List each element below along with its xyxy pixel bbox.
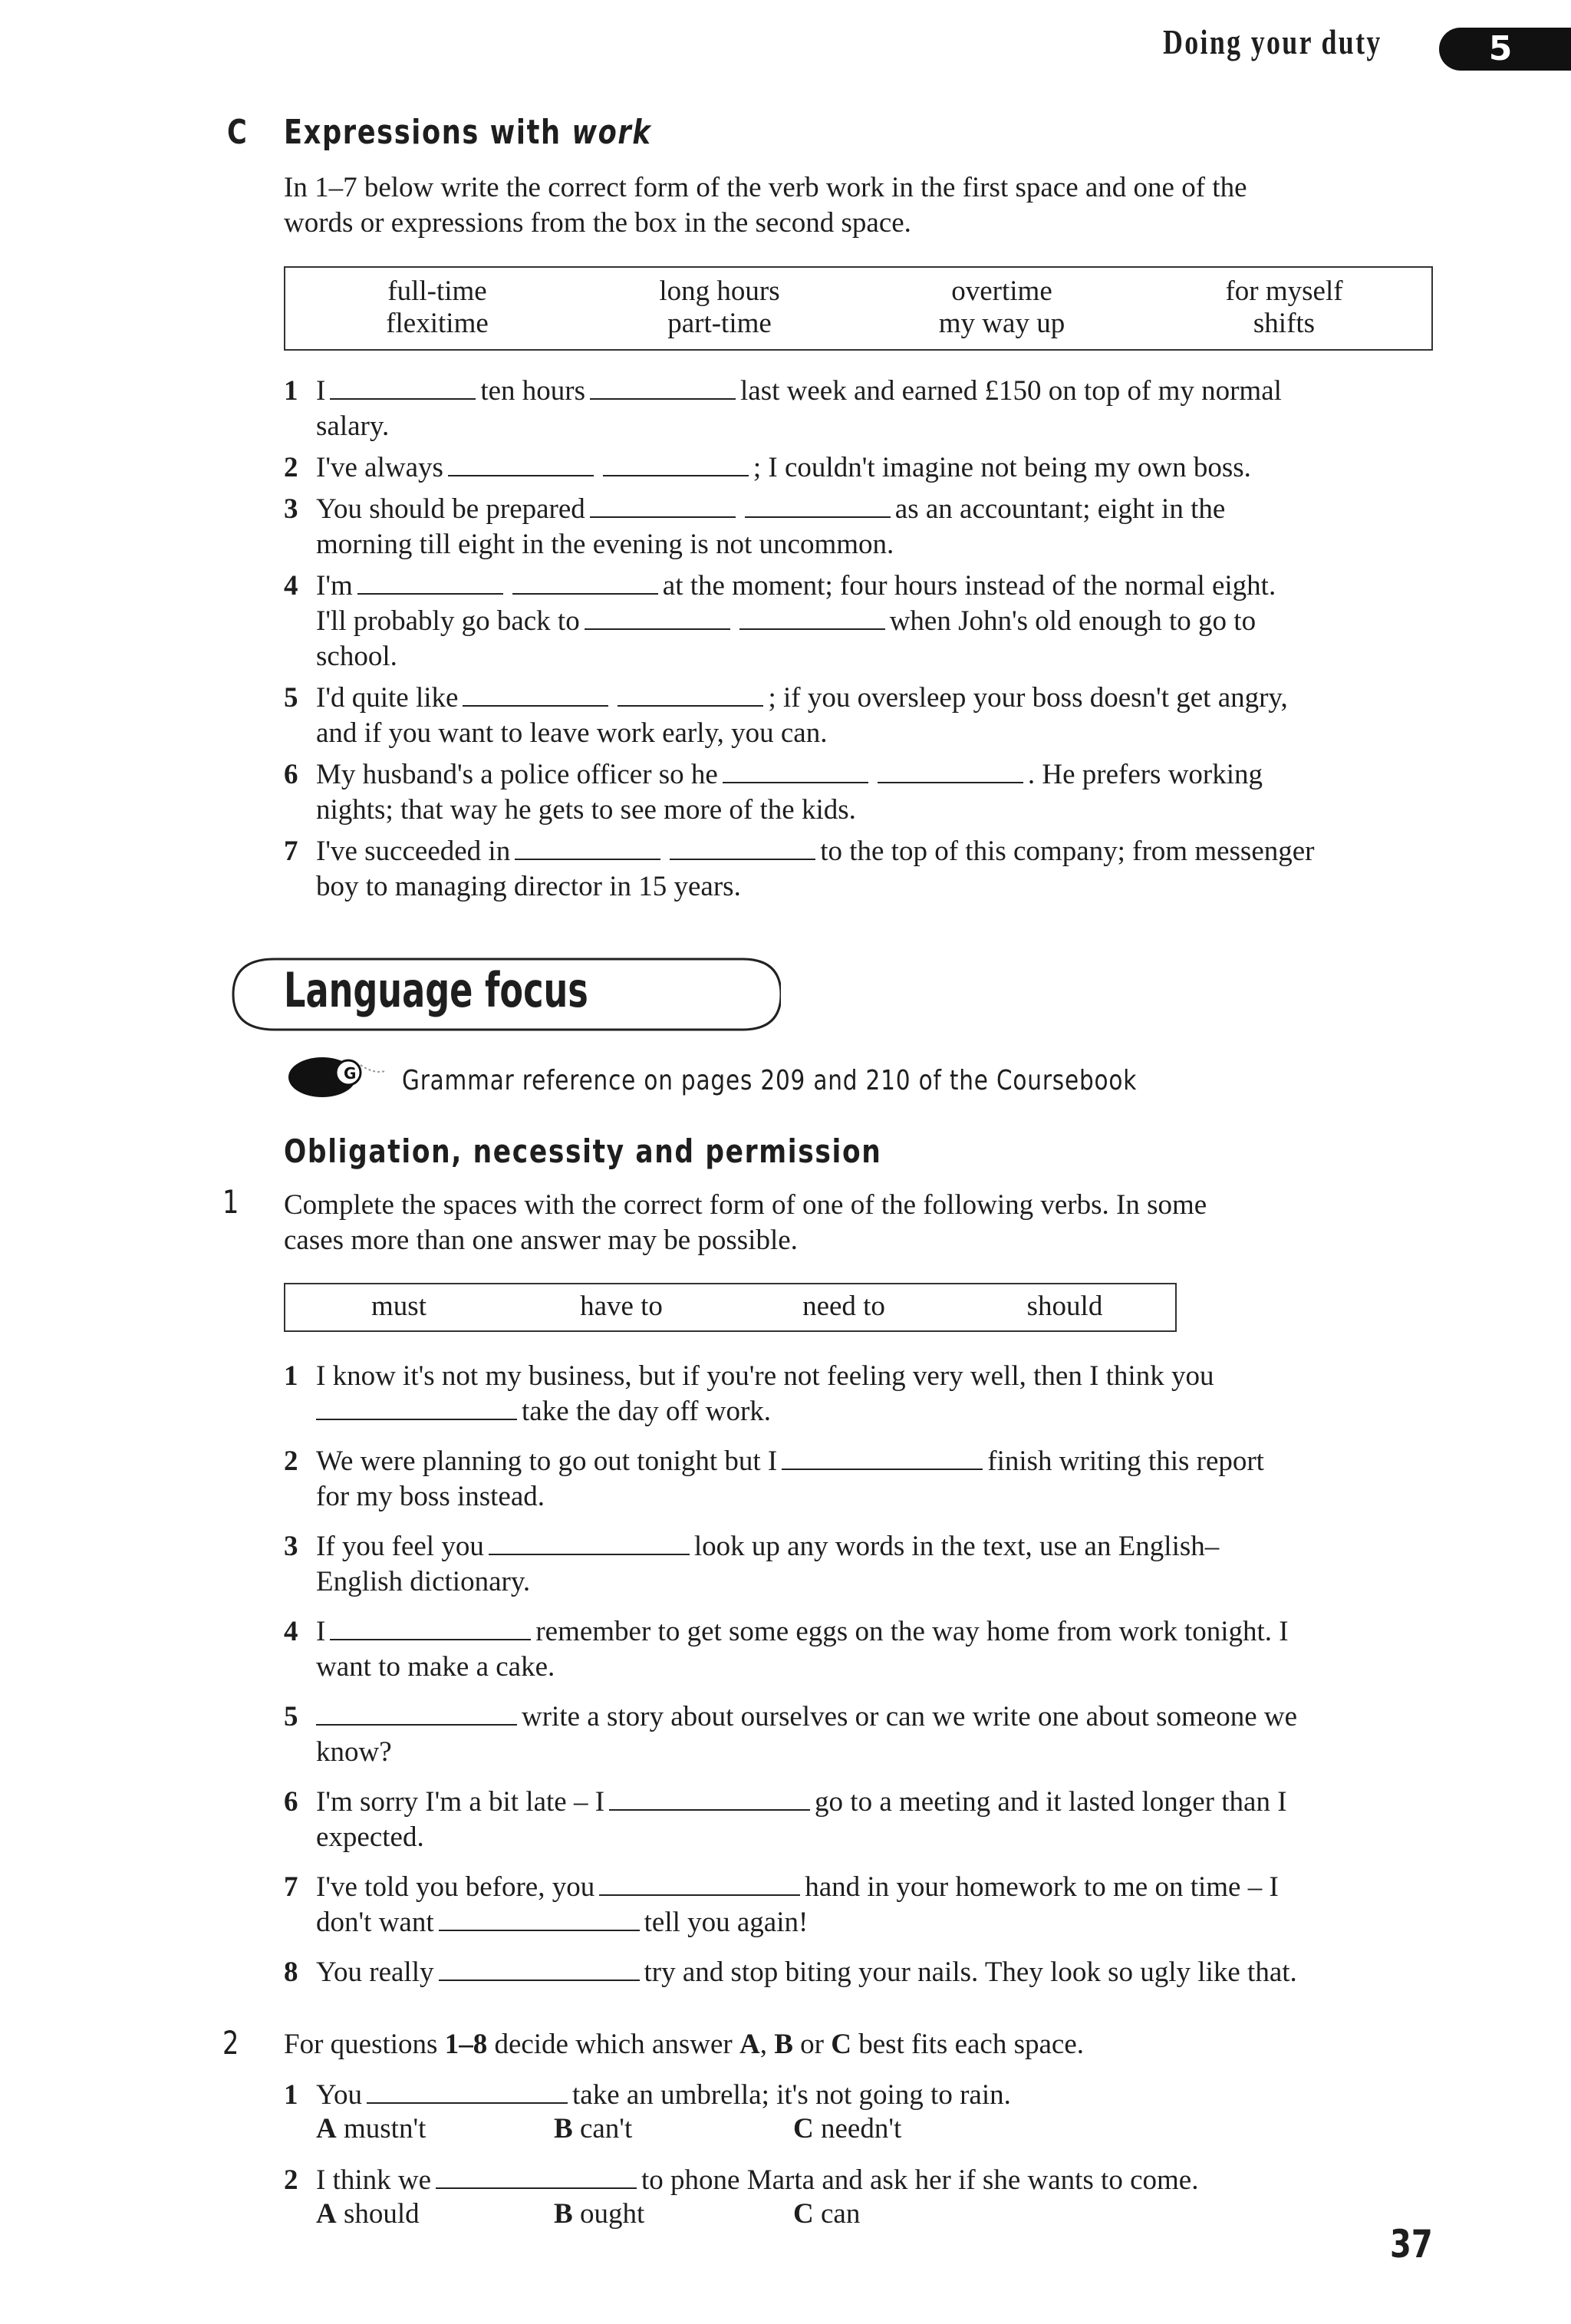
exercise-item — [284, 492, 1450, 562]
text-part: If you feel you — [316, 1531, 484, 1562]
exercise-item — [284, 681, 1450, 751]
text-part: 1–8 — [444, 2029, 488, 2060]
answer-blank[interactable] — [436, 2164, 637, 2189]
exercise-item — [284, 450, 1450, 486]
answer-blank[interactable] — [515, 836, 660, 860]
text-part: C — [831, 2029, 851, 2060]
word-box-item: flexitime — [386, 308, 489, 339]
answer-blank[interactable] — [739, 605, 885, 630]
text-part: You — [316, 2079, 363, 2111]
text-part: . He prefers working — [1027, 759, 1263, 790]
word-box-item: my way up — [938, 308, 1065, 339]
text-part: nights; that way he gets to see more of the kids. — [316, 794, 856, 826]
item-text — [316, 374, 1450, 444]
text-part: I've told you before, you — [316, 1871, 595, 1903]
section-title-prefix: Expressions with — [284, 113, 572, 152]
answer-blank[interactable] — [599, 1871, 800, 1896]
subsection-title: Obligation, necessity and permission — [284, 1132, 882, 1170]
item-number: 4 — [284, 1616, 298, 1647]
page-number: 37 — [1390, 2222, 1433, 2266]
answer-blank[interactable] — [670, 836, 815, 860]
text-part: best fits each space. — [851, 2029, 1085, 2060]
answer-blank[interactable] — [782, 1445, 983, 1470]
text-part: to phone Marta and ask her if she wants to come. — [641, 2164, 1199, 2196]
item-number: 7 — [284, 836, 298, 867]
option-c[interactable] — [793, 2111, 901, 2147]
text-part: I'll probably go back to — [316, 605, 580, 637]
option-letter: B — [554, 2113, 573, 2144]
exercise-item — [284, 1955, 1450, 1990]
text-part: write a story about ourselves or can we write one about someone we — [522, 1701, 1298, 1732]
option-b[interactable] — [554, 2197, 644, 2232]
option-text: needn't — [820, 2113, 902, 2144]
verb-box-item: need to — [802, 1291, 885, 1322]
answer-blank[interactable] — [489, 1531, 690, 1555]
text-part: as an accountant; eight in the — [894, 493, 1226, 525]
verb-box-item: must — [371, 1291, 427, 1322]
exercise-item — [284, 2078, 1450, 2113]
item-text — [316, 1955, 1450, 1990]
text-part: take an umbrella; it's not going to rain. — [572, 2079, 1011, 2111]
text-part: For questions — [284, 2029, 445, 2060]
option-b[interactable] — [554, 2111, 632, 2147]
item-text — [316, 1529, 1450, 1600]
item-number: 7 — [284, 1871, 298, 1903]
answer-blank[interactable] — [745, 493, 891, 518]
section-letter: C — [227, 113, 247, 152]
answer-blank[interactable] — [878, 759, 1023, 783]
item-text — [316, 757, 1450, 828]
chapter-number: 5 — [1488, 29, 1513, 68]
text-part: I — [316, 1616, 326, 1647]
text-part: don't want — [316, 1907, 434, 1938]
item-number: 4 — [284, 570, 298, 602]
answer-blank[interactable] — [463, 682, 608, 707]
answer-blank[interactable] — [609, 1786, 810, 1811]
text-part: B — [774, 2029, 793, 2060]
item-number: 5 — [284, 1701, 298, 1732]
text-part: We were planning to go out tonight but I — [316, 1445, 778, 1477]
verb-box-item: should — [1026, 1291, 1103, 1322]
word-box-item: long hours — [659, 275, 780, 307]
item-text — [316, 1699, 1450, 1770]
item-number: 2 — [284, 2164, 298, 2196]
text-part: You really — [316, 1956, 434, 1988]
item-text — [316, 681, 1450, 751]
exercise-item — [284, 1785, 1450, 1855]
answer-blank[interactable] — [723, 759, 868, 783]
text-part: take the day off work. — [522, 1396, 772, 1427]
answer-blank[interactable] — [448, 452, 594, 476]
text-part: hand in your homework to me on time – I — [805, 1871, 1279, 1903]
grammar-reference: Grammar reference on pages 209 and 210 of the Coursebook — [402, 1065, 1138, 1096]
answer-blank[interactable] — [590, 493, 736, 518]
answer-blank[interactable] — [618, 682, 763, 707]
answer-blank[interactable] — [357, 570, 503, 595]
exercise-item — [284, 1870, 1450, 1940]
word-box — [284, 266, 1433, 351]
item-number: 1 — [284, 1360, 298, 1392]
item-number: 1 — [284, 375, 298, 407]
item-text — [316, 1870, 1450, 1940]
option-text: mustn't — [343, 2113, 427, 2144]
item-text — [316, 1359, 1450, 1429]
exercise-number: 1 — [222, 1183, 239, 1221]
item-text — [316, 834, 1450, 905]
text-part: last week and earned £150 on top of my normal — [740, 375, 1282, 407]
text-part: at the moment; four hours instead of the normal eight. — [662, 570, 1276, 602]
exercise-item — [284, 834, 1450, 905]
svg-text:G: G — [344, 1064, 357, 1083]
text-part: try and stop biting your nails. They look so ugly like that. — [644, 1956, 1297, 1988]
item-text — [316, 1614, 1450, 1685]
answer-blank[interactable] — [316, 1396, 517, 1420]
answer-blank[interactable] — [603, 452, 749, 476]
text-part: for my boss instead. — [316, 1481, 545, 1512]
item-text — [316, 1785, 1450, 1855]
answer-blank[interactable] — [590, 375, 736, 400]
word-box-item: full-time — [387, 275, 487, 307]
answer-blank[interactable] — [316, 1701, 517, 1726]
exercise-item — [284, 1359, 1450, 1429]
text-part: decide which answer — [487, 2029, 739, 2060]
word-box-item: part-time — [667, 308, 772, 339]
item-number: 8 — [284, 1956, 298, 1988]
text-part: My husband's a police officer so he — [316, 759, 718, 790]
text-part: You should be prepared — [316, 493, 585, 525]
section-title-em: work — [571, 113, 652, 152]
option-letter: A — [316, 2198, 337, 2230]
chapter-title: Doing your duty — [1163, 22, 1382, 61]
text-part: tell you again! — [644, 1907, 809, 1938]
answer-blank[interactable] — [330, 1616, 531, 1640]
text-part: go to a meeting and it lasted longer than I — [815, 1786, 1287, 1818]
text-part: I'm — [316, 570, 353, 602]
item-text — [316, 569, 1450, 674]
verb-box-item: have to — [580, 1291, 663, 1322]
text-part: I know it's not my business, but if you're not feeling very well, then I think you — [316, 1360, 1214, 1392]
answer-blank[interactable] — [585, 605, 730, 630]
option-c[interactable] — [793, 2197, 860, 2232]
item-number: 1 — [284, 2079, 298, 2111]
item-number: 6 — [284, 759, 298, 790]
text-part: morning till eight in the evening is not uncommon. — [316, 529, 894, 560]
text-part: salary. — [316, 410, 390, 442]
exercise-item — [284, 569, 1450, 674]
text-part: I think we — [316, 2164, 432, 2196]
item-text — [316, 1444, 1450, 1515]
exercise-number: 2 — [222, 2024, 239, 2062]
item-text — [316, 2078, 1450, 2113]
text-part: to the top of this company; from messenger — [820, 836, 1315, 867]
text-part: , — [759, 2029, 775, 2060]
instruction-line: words or expressions from the box in the second space. — [284, 207, 911, 239]
text-part: look up any words in the text, use an English– — [693, 1531, 1220, 1562]
text-part: I'm sorry I'm a bit late – I — [316, 1786, 605, 1818]
text-part: remember to get some eggs on the way home from work tonight. I — [535, 1616, 1289, 1647]
item-number: 6 — [284, 1786, 298, 1818]
instruction-line: In 1–7 below write the correct form of the verb work in the first space and one of the — [284, 172, 1247, 203]
option-letter: A — [316, 2113, 337, 2144]
item-number: 2 — [284, 1445, 298, 1477]
answer-blank[interactable] — [439, 1956, 640, 1981]
exercise-2-instruction — [284, 2027, 1450, 2062]
option-letter: B — [554, 2198, 573, 2230]
answer-blank[interactable] — [330, 375, 476, 400]
text-part: know? — [316, 1736, 392, 1768]
text-part: ; if you oversleep your boss doesn't get angry, — [768, 682, 1288, 714]
exercise-item — [284, 1529, 1450, 1600]
verb-box — [284, 1283, 1177, 1332]
item-text — [316, 2163, 1450, 2198]
item-number: 2 — [284, 452, 298, 483]
text-part: want to make a cake. — [316, 1651, 555, 1683]
answer-blank[interactable] — [512, 570, 658, 595]
text-part: ten hours — [480, 375, 586, 407]
item-number: 3 — [284, 493, 298, 525]
item-text — [316, 450, 1450, 486]
option-text: can — [820, 2198, 861, 2230]
option-letter: C — [793, 2198, 814, 2230]
option-text: can't — [579, 2113, 633, 2144]
word-box-item: overtime — [951, 275, 1052, 307]
exercise-item — [284, 757, 1450, 828]
exercise-item — [284, 1699, 1450, 1770]
option-a[interactable] — [316, 2111, 426, 2147]
text-part: A — [739, 2029, 760, 2060]
text-part: I've always — [316, 452, 443, 483]
magnifier-icon — [285, 1051, 400, 1105]
item-number: 3 — [284, 1531, 298, 1562]
answer-blank[interactable] — [439, 1907, 640, 1931]
text-part: ; I couldn't imagine not being my own boss. — [753, 452, 1251, 483]
text-part: I — [316, 375, 326, 407]
text-part: I'd quite like — [316, 682, 459, 714]
word-box-item: for myself — [1225, 275, 1343, 307]
text-part: boy to managing director in 15 years. — [316, 871, 741, 902]
text-part: English dictionary. — [316, 1566, 531, 1597]
text-part: finish writing this report — [987, 1445, 1264, 1477]
exercise-item — [284, 1444, 1450, 1515]
option-a[interactable] — [316, 2197, 420, 2232]
exercise-item — [284, 1614, 1450, 1685]
instruction-line: cases more than one answer may be possible. — [284, 1225, 798, 1256]
text-part: or — [792, 2029, 832, 2060]
option-text: ought — [579, 2198, 645, 2230]
exercise-item — [284, 374, 1450, 444]
text-part: I've succeeded in — [316, 836, 511, 867]
section-c-instruction — [284, 170, 1450, 241]
option-letter: C — [793, 2113, 814, 2144]
text-part: and if you want to leave work early, you can. — [316, 717, 828, 749]
word-box-item: shifts — [1253, 308, 1316, 339]
text-part: school. — [316, 641, 397, 672]
instruction-line: Complete the spaces with the correct form of one of the following verbs. In some — [284, 1189, 1207, 1221]
item-text — [316, 492, 1450, 562]
item-number: 5 — [284, 682, 298, 714]
section-title — [284, 115, 651, 150]
language-focus-title: Language focus — [284, 962, 588, 1018]
exercise-item — [284, 2163, 1450, 2198]
answer-blank[interactable] — [367, 2079, 568, 2104]
exercise-1-instruction — [284, 1188, 1450, 1258]
text-part: when John's old enough to go to — [889, 605, 1256, 637]
text-part: expected. — [316, 1821, 424, 1853]
option-text: should — [343, 2198, 420, 2230]
